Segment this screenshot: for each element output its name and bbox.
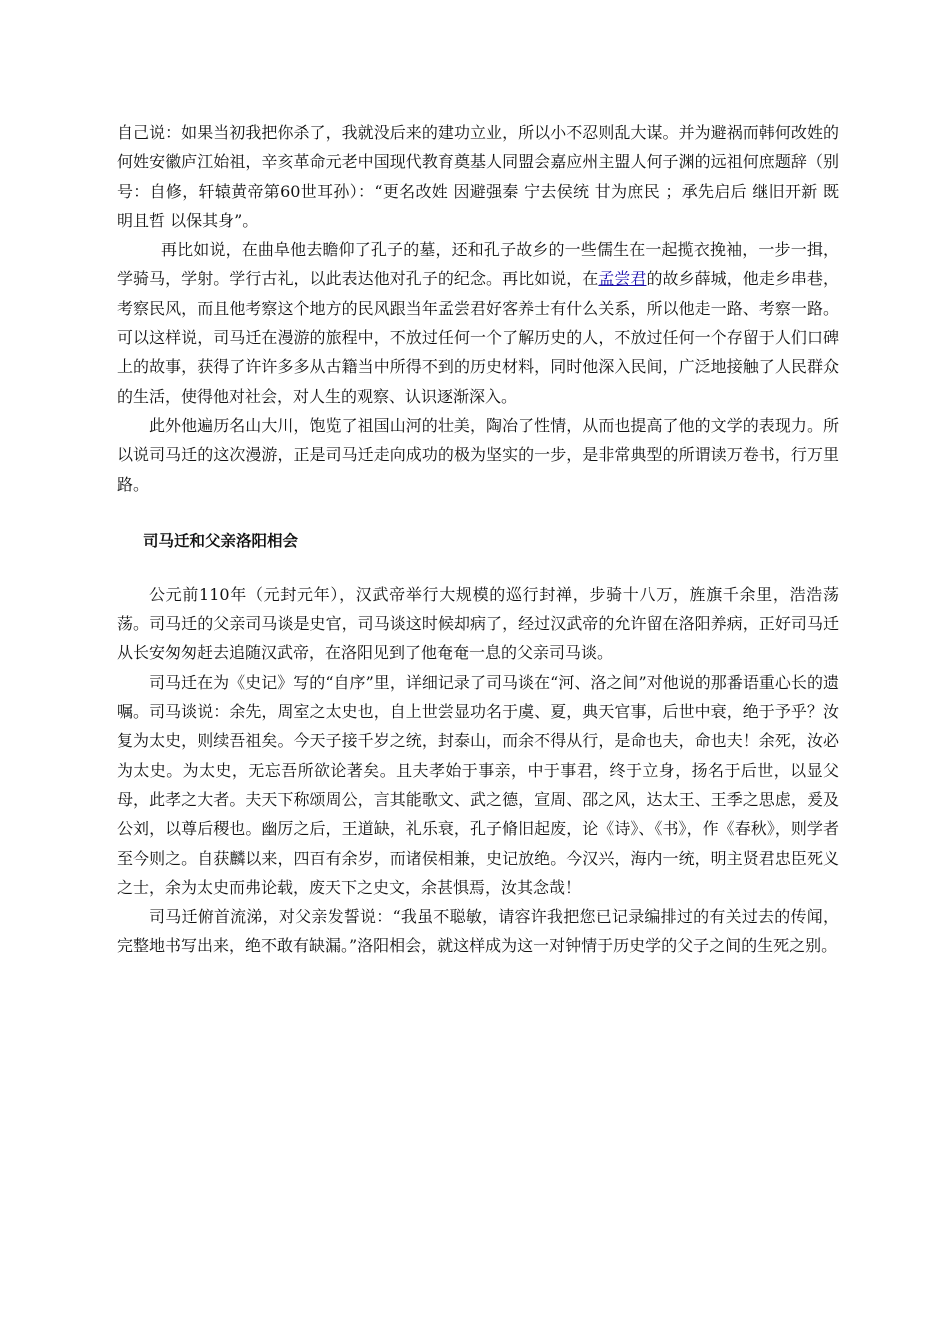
section-heading: 司马迁和父亲洛阳相会 [143, 531, 299, 550]
paragraph-text: 再比如说，在曲阜他去瞻仰了孔子的墓，还和孔子故乡的一些儒生在一起揽衣挽袖，一步一揖，学骑马，学射。学行古礼，以此表达他对孔子的纪念。再比如说，在 [117, 240, 839, 289]
paragraph-qufu-confucius [117, 235, 839, 411]
mengchangjun-link[interactable]: 孟尝君 [598, 269, 647, 289]
spacer [117, 499, 839, 529]
paragraph-oath: 司马迁俯首流涕，对父亲发誓说：“我虽不聪敏，请容许我把您已记录编排过的有关过去的传闻，完整地书写出来，绝不敢有缺漏。”洛阳相会，就这样成为这一对钟情于历史学的父子之间的生死之别。 [117, 907, 839, 956]
paragraph-mountains-rivers: 此外他遍历名山大川，饱览了祖国山河的壮美，陶冶了性情，从而也提高了他的文学的表现力。所以说司马迁的这次漫游，正是司马迁走向成功的极为坚实的一步，是非常典型的所谓读万卷书，行万里路。 [117, 415, 839, 494]
spacer [117, 553, 839, 580]
paragraph-fengshan: 公元前110年（元封元年），汉武帝举行大规模的巡行封禅，步骑十八万，旌旗千余里，浩浩荡荡。司马迁的父亲司马谈是史官，司马谈这时候却病了，经过汉武帝的允许留在洛阳养病，正好司马迁从长安匆匆赶去追随汉武帝，在洛阳见到了他奄奄一息的父亲司马谈。 [117, 584, 839, 663]
paragraph-he-surname: 自己说：如果当初我把你杀了，我就没后来的建功立业，所以小不忍则乱大谋。并为避祸而韩何改姓的何姓安徽庐江始祖，辛亥革命元老中国现代教育奠基人同盟会嘉应州主盟人何子渊的远祖何庶题辞（别号：自修，轩辕黄帝第60世耳孙）：“更名改姓 因避强秦 宁去侯统 甘为庶民 ；承先启后 继旧开新 既明且哲 以保其身”。 [117, 123, 839, 230]
paragraph-father-testament: 司马迁在为《史记》写的“自序”里，详细记录了司马谈在“河、洛之间”对他说的那番语重心长的遗嘱。司马谈说：余先，周室之太史也，自上世尝显功名于虞、夏，典天官事，后世中衰，绝于予乎？汝复为太史，则续吾祖矣。今天子接千岁之统，封泰山，而余不得从行，是命也夫，命也夫！余死，汝必为太史。为太史，无忘吾所欲论著矣。且夫孝始于事亲，中于事君，终于立身，扬名于后世，以显父母，此孝之大者。夫天下称颂周公，言其能歌文、武之德，宣周、邵之风，达太王、王季之思虑，爰及公刘，以尊后稷也。幽厉之后，王道缺，礼乐衰，孔子脩旧起废，论《诗》、《书》，作《春秋》，则学者至今则之。自获麟以来，四百有余岁，而诸侯相兼，史记放绝。今汉兴，海内一统，明主贤君忠臣死义之士，余为太史而弗论载，废天下之史文，余甚惧焉，汝其念哉！ [117, 672, 839, 897]
paragraph-text: 的故乡薛城，他走乡串巷，考察民风，而且他考察这个地方的民风跟当年孟尝君好客养士有什么关系，所以他走一路、考察一路。可以这样说，司马迁在漫游的旅程中，不放过任何一个了解历史的人，不放过任何一个存留于人们口碑上的故事，获得了许许多多从古籍当中所得不到的历史材料，同时他深入民间，广泛地接触了人民群众的生活，使得他对社会，对人生的观察、认识逐渐深入。 [117, 269, 839, 406]
document-page [117, 118, 839, 961]
